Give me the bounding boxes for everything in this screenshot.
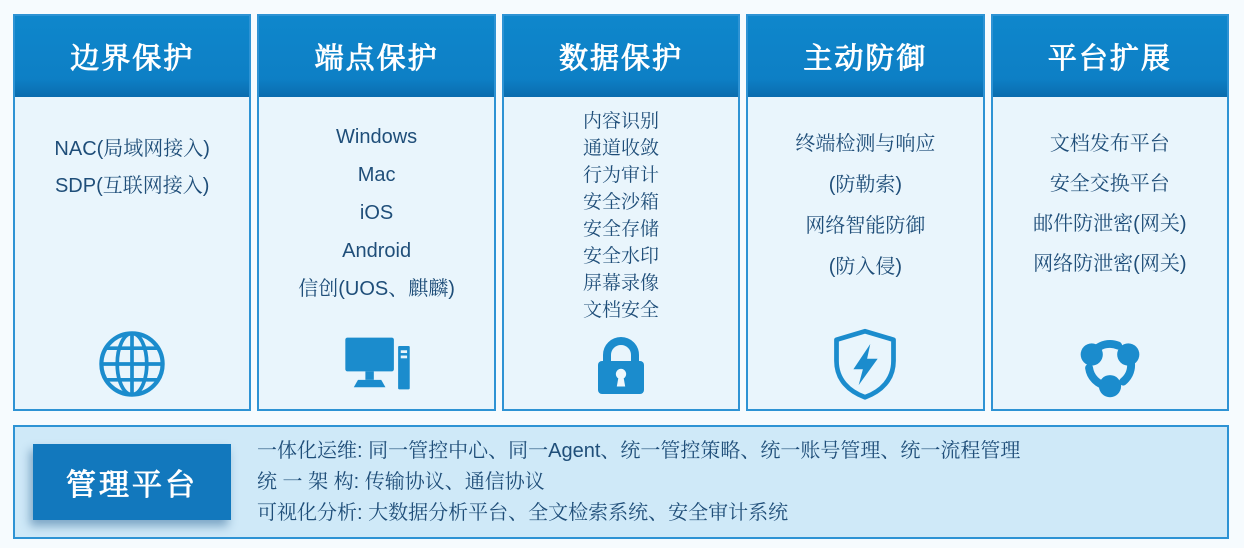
shield-bolt-icon [827,327,903,401]
management-line-1: 一体化运维: 同一管控中心、同一Agent、统一管控策略、统一账号管理、统一流程管理 [257,439,1021,462]
column-items [54,97,210,205]
column-body [15,97,249,409]
column-item: 安全水印 [583,246,660,267]
column-body [259,97,493,409]
column-title: 端点保护 [259,16,493,97]
column-item: NAC(局域网接入) [54,138,210,160]
desktop-computer-icon [339,327,415,401]
column-item: 安全存储 [583,219,660,240]
column-items [1033,97,1186,284]
column-card-4 [746,14,984,411]
column-item: Android [342,240,412,262]
column-item: 安全交换平台 [1049,173,1170,195]
column-items [298,97,455,308]
management-line-2: 统 一 架 构: 传输协议、通信协议 [257,470,545,493]
column-item: (防勒索) [828,174,903,196]
column-item: iOS [359,202,394,224]
globe-icon [94,327,170,401]
column-item: 屏幕录像 [583,273,660,294]
column-items [795,97,935,288]
column-item: Mac [357,164,396,186]
column-items [583,97,659,324]
column-body [993,97,1227,409]
management-bar [13,425,1229,539]
column-item: 网络智能防御 [805,215,926,237]
column-item: 邮件防泄密(网关) [1033,213,1187,235]
column-item: 网络防泄密(网关) [1033,253,1187,275]
column-item: SDP(互联网接入) [54,175,210,197]
management-platform-label: 管理平台 [33,444,231,520]
column-card-3 [502,14,740,411]
column-item: 信创(UOS、麒麟) [298,278,455,300]
column-title: 主动防御 [748,16,982,97]
padlock-icon [585,327,657,401]
column-body [504,97,738,409]
column-item: 行为审计 [583,165,660,186]
column-body [748,97,982,409]
column-item: 内容识别 [583,111,660,132]
column-item: 安全沙箱 [583,192,660,213]
column-card-1 [13,14,251,411]
column-title: 边界保护 [15,16,249,97]
column-item: 通道收敛 [583,138,660,159]
column-item: 文档安全 [583,300,660,321]
column-card-2 [257,14,495,411]
share-nodes-icon [1072,327,1148,401]
management-line-3: 可视化分析: 大数据分析平台、全文检索系统、安全审计系统 [257,501,789,524]
column-card-5 [991,14,1229,411]
management-text [257,436,1020,529]
column-item: Windows [336,126,418,148]
column-item: 终端检测与响应 [795,133,936,155]
column-item: 文档发布平台 [1049,133,1170,155]
column-item: (防入侵) [828,256,903,278]
column-title: 平台扩展 [993,16,1227,97]
columns-row [13,14,1229,411]
column-title: 数据保护 [504,16,738,97]
